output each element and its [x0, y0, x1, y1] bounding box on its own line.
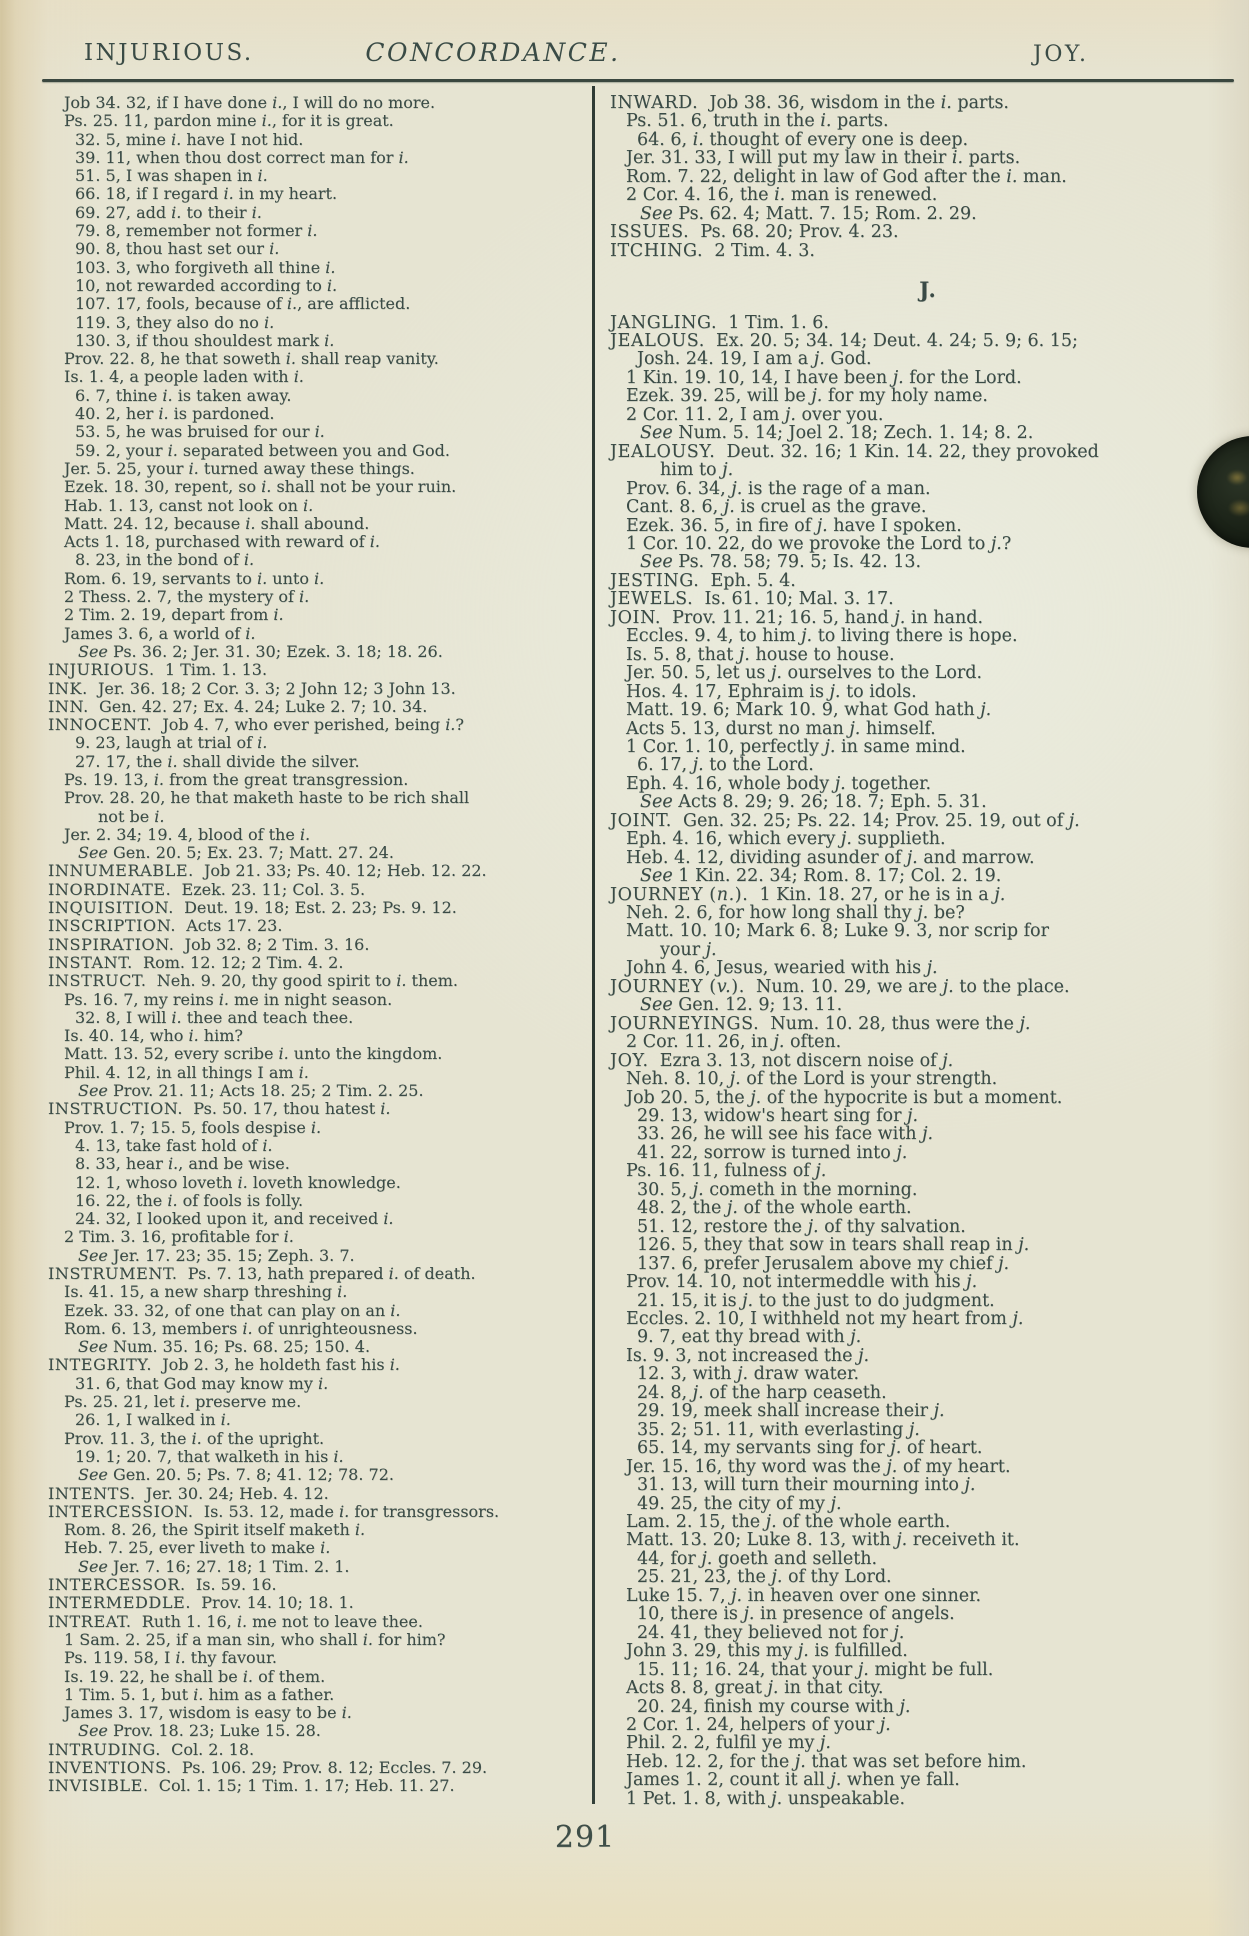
reference-line: 119. 3, they also do no i. — [75, 312, 275, 332]
entry-line: INTREAT. Ruth 1. 16, i. me not to leave thee. — [48, 1611, 423, 1631]
reference-line: Ps. 119. 58, I i. thy favour. — [64, 1648, 277, 1668]
reference-line: Is. 40. 14, who i. him? — [64, 1026, 243, 1046]
entry-keyword: JOY. — [610, 1050, 649, 1071]
reference-line: 9. 23, laugh at trial of i. — [75, 733, 268, 753]
reference-line: Is. 19. 22, he shall be i. of them. — [64, 1666, 326, 1686]
entry-keyword: INTERMEDDLE. — [48, 1593, 192, 1613]
entry-keyword: INSTRUCTION. — [48, 1099, 184, 1119]
entry-line: JEWELS. Is. 61. 10; Mal. 3. 17. — [610, 589, 894, 610]
entry-keyword: INSTRUMENT. — [48, 1264, 178, 1283]
reference-line: Neh. 8. 10, j. of the Lord is your strength. — [626, 1069, 998, 1090]
reference-line: 2 Tim. 2. 19, depart from i. — [64, 605, 284, 625]
entry-keyword: JESTING. — [610, 570, 700, 591]
reference-line: Hab. 1. 13, canst not look on i. — [64, 495, 314, 515]
reference-line: 2 Cor. 1. 24, helpers of your j. — [626, 1714, 891, 1735]
see-cross-reference-label: See — [640, 423, 673, 444]
reference-line: See Ps. 36. 2; Jer. 31. 30; Ezek. 3. 18; 18. 26. — [78, 641, 443, 661]
entry-line: JEALOUS. Ex. 20. 5; 34. 14; Deut. 4. 24; 5. 9; 6. 15; — [610, 330, 1078, 351]
see-cross-reference-label: See — [640, 995, 673, 1016]
entry-keyword: JOIN. — [610, 607, 662, 628]
entry-line: INSTRUCT. Neh. 9. 20, thy good spirit to i. them. — [48, 971, 458, 991]
entry-keyword: INTRUDING. — [48, 1739, 161, 1759]
entry-keyword: INSCRIPTION. — [48, 916, 177, 936]
reference-line: Ezek. 39. 25, will be j. for my holy name. — [626, 386, 988, 407]
reference-line: Is. 9. 3, not increased the j. — [626, 1345, 870, 1366]
reference-line: Rom. 7. 22, delight in law of God after the i. man. — [626, 166, 1067, 187]
reference-line: 35. 2; 51. 11, with everlasting j. — [637, 1419, 920, 1440]
reference-line: Prov. 1. 7; 15. 5, fools despise i. — [64, 1117, 322, 1137]
entry-keyword: JOINT. — [610, 810, 672, 831]
running-head-title: CONCORDANCE. — [365, 38, 621, 67]
reference-line: Matt. 13. 52, every scribe i. unto the kingdom. — [64, 1044, 443, 1064]
reference-line: See Num. 5. 14; Joel 2. 18; Zech. 1. 14; 8. 2. — [640, 423, 1034, 444]
entry-line: ISSUES. Ps. 68. 20; Prov. 4. 23. — [610, 222, 899, 243]
reference-line: Rom. 8. 26, the Spirit itself maketh i. — [64, 1520, 366, 1540]
reference-line: 29. 19, meek shall increase their j. — [637, 1401, 945, 1422]
reference-line: Prov. 6. 34, j. is the rage of a man. — [626, 478, 931, 499]
reference-line: 64. 6, i. thought of every one is deep. — [637, 129, 969, 150]
reference-line: 30. 5, j. cometh in the morning. — [637, 1179, 918, 1200]
entry-line: INWARD. Job 38. 36, wisdom in the i. parts. — [610, 93, 1009, 113]
entry-line: INNUMERABLE. Job 21. 33; Ps. 40. 12; Heb. 12. 22. — [48, 861, 487, 881]
entry-keyword: JEALOUSY. — [610, 441, 716, 462]
entry-line: JESTING. Eph. 5. 4. — [610, 570, 796, 591]
reference-line: 12. 3, with j. draw water. — [637, 1364, 860, 1385]
reference-line: John 4. 6, Jesus, wearied with his j. — [626, 958, 938, 979]
entry-line: INSTRUCTION. Ps. 50. 17, thou hatest i. — [48, 1099, 391, 1119]
reference-line: James 3. 6, a world of i. — [64, 623, 256, 643]
see-cross-reference-label: See — [78, 1337, 108, 1357]
reference-line: 66. 18, if I regard i. in my heart. — [75, 184, 338, 204]
reference-line: 31. 13, will turn their mourning into j. — [637, 1475, 976, 1496]
reference-line: 31. 6, that God may know my i. — [75, 1373, 329, 1393]
entry-line: INK. Jer. 36. 18; 2 Cor. 3. 3; 2 John 12; 3 John 13. — [48, 678, 456, 698]
reference-line: Phil. 4. 12, in all things I am i. — [64, 1062, 309, 1082]
reference-line: Is. 1. 4, a people laden with i. — [64, 367, 304, 387]
reference-line: 16. 22, the i. of fools is folly. — [75, 1190, 304, 1210]
reference-line: Heb. 7. 25, ever liveth to make i. — [64, 1538, 331, 1558]
reference-line: 20. 24, finish my course with j. — [637, 1696, 911, 1717]
reference-line: him to j. — [660, 460, 734, 481]
see-cross-reference-label: See — [78, 641, 108, 661]
reference-line: Josh. 24. 19, I am a j. God. — [637, 349, 872, 370]
reference-line: Ps. 25. 21, let i. preserve me. — [64, 1392, 302, 1412]
see-cross-reference-label: See — [78, 1465, 108, 1485]
reference-line: not be i. — [98, 806, 165, 826]
entry-line: INTERMEDDLE. Prov. 14. 10; 18. 1. — [48, 1593, 354, 1613]
reference-line: 6. 7, thine i. is taken away. — [75, 385, 292, 405]
reference-line: 41. 22, sorrow is turned into j. — [637, 1142, 908, 1163]
entry-keyword: INK. — [48, 678, 88, 698]
reference-line: Acts 8. 8, great j. in that city. — [626, 1678, 884, 1699]
entry-keyword: JOURNEY (v.). — [610, 976, 745, 997]
reference-line: 2 Thess. 2. 7, the mystery of i. — [64, 587, 310, 607]
reference-line: Luke 15. 7, j. in heaven over one sinner. — [626, 1585, 982, 1606]
entry-keyword: INTERCESSOR. — [48, 1575, 186, 1595]
reference-line: 8. 23, in the bond of i. — [75, 550, 255, 570]
right-column — [610, 94, 1246, 1808]
reference-line: Ezek. 18. 30, repent, so i. shall not be your ruin. — [64, 477, 457, 497]
reference-line: Ps. 25. 11, pardon mine i., for it is great. — [64, 111, 394, 131]
reference-line: 26. 1, I walked in i. — [75, 1410, 231, 1430]
entry-line: INTERCESSOR. Is. 59. 16. — [48, 1575, 277, 1595]
reference-line: Eccles. 2. 10, I withheld not my heart from j. — [626, 1309, 1024, 1329]
reference-line: 1 Pet. 1. 8, with j. unspeakable. — [626, 1788, 906, 1809]
entry-line: INJURIOUS. 1 Tim. 1. 13. — [48, 660, 268, 680]
reference-line: 2 Cor. 4. 16, the i. man is renewed. — [626, 185, 938, 206]
reference-line: James 3. 17, wisdom is easy to be i. — [64, 1703, 352, 1723]
reference-line: 44, for j. goeth and selleth. — [637, 1548, 878, 1569]
reference-line: Eph. 4. 16, which every j. supplieth. — [626, 829, 946, 850]
entry-keyword: JOURNEYINGS. — [610, 1013, 760, 1034]
reference-line: See Jer. 7. 16; 27. 18; 1 Tim. 2. 1. — [78, 1556, 350, 1576]
reference-line: Prov. 14. 10, not intermeddle with his j. — [626, 1272, 978, 1293]
entry-line: INVISIBLE. Col. 1. 15; 1 Tim. 1. 17; Heb. 11. 27. — [48, 1776, 455, 1796]
reference-line: 9. 7, eat thy bread with j. — [637, 1327, 862, 1348]
reference-line: Matt. 10. 10; Mark 6. 8; Luke 9. 3, nor scrip for — [626, 921, 1049, 942]
reference-line: 1 Cor. 10. 22, do we provoke the Lord to j.? — [626, 533, 1012, 554]
entry-line: JOURNEY (n.). 1 Kin. 18. 27, or he is in a j. — [610, 884, 1006, 905]
reference-line: 32. 8, I will i. thee and teach thee. — [75, 1007, 354, 1027]
reference-line: Rom. 6. 19, servants to i. unto i. — [64, 568, 325, 588]
entry-keyword: INSTANT. — [48, 952, 133, 972]
entry-keyword: ISSUES. — [610, 222, 690, 243]
entry-keyword: INWARD. — [610, 93, 699, 113]
left-column — [48, 94, 590, 1796]
reference-line: 1 Tim. 5. 1, but i. him as a father. — [64, 1684, 335, 1704]
entry-keyword: INVISIBLE. — [48, 1776, 149, 1796]
entry-keyword: INTREAT. — [48, 1611, 132, 1631]
see-cross-reference-label: See — [78, 1721, 108, 1741]
entry-line: INORDINATE. Ezek. 23. 11; Col. 3. 5. — [48, 879, 366, 899]
reference-line: 24. 41, they believed not for j. — [637, 1622, 905, 1643]
reference-line: Matt. 13. 20; Luke 8. 13, with j. receiveth it. — [626, 1530, 1020, 1551]
reference-line: 1 Kin. 19. 10, 14, I have been j. for the Lord. — [626, 367, 1022, 388]
reference-line: Jer. 5. 25, your i. turned away these things. — [64, 458, 415, 478]
reference-line: See Acts 8. 29; 9. 26; 18. 7; Eph. 5. 31. — [640, 792, 987, 813]
reference-line: Jer. 15. 16, thy word was the j. of my heart. — [626, 1456, 1011, 1477]
reference-line: Cant. 8. 6, j. is cruel as the grave. — [626, 497, 927, 518]
reference-line: 69. 27, add i. to their i. — [75, 202, 262, 222]
entry-keyword: JEALOUS. — [610, 330, 705, 351]
running-head-left: INJURIOUS. — [84, 40, 254, 66]
reference-line: See Jer. 17. 23; 35. 15; Zeph. 3. 7. — [78, 1245, 355, 1265]
entry-line: JOURNEY (v.). Num. 10. 29, we are j. to the place. — [610, 976, 1070, 997]
reference-line: 24. 32, I looked upon it, and received i. — [75, 1209, 394, 1229]
reference-line: Lam. 2. 15, the j. of the whole earth. — [626, 1511, 951, 1532]
running-head-right: JOY. — [1033, 42, 1089, 67]
reference-line: 65. 14, my servants sing for j. of heart. — [637, 1438, 983, 1459]
reference-line: See Prov. 18. 23; Luke 15. 28. — [78, 1721, 321, 1741]
reference-line: Neh. 2. 6, for how long shall thy j. be? — [626, 903, 965, 924]
entry-line: INSTANT. Rom. 12. 12; 2 Tim. 4. 2. — [48, 952, 344, 972]
reference-line: Matt. 24. 12, because i. shall abound. — [64, 513, 370, 533]
reference-line: 6. 17, j. to the Lord. — [637, 755, 814, 776]
reference-line: 10, not rewarded according to i. — [75, 275, 338, 295]
page-number: 291 — [554, 1820, 616, 1855]
reference-line: See Prov. 21. 11; Acts 18. 25; 2 Tim. 2. 25. — [78, 1081, 424, 1101]
entry-keyword: JOURNEY (n.). — [610, 884, 749, 905]
entry-line: INNOCENT. Job 4. 7, who ever perished, being i.? — [48, 715, 464, 735]
see-cross-reference-label: See — [640, 203, 673, 224]
reference-line: 51. 12, restore the j. of thy salvation. — [637, 1216, 966, 1237]
reference-line: 33. 26, he will see his face with j. — [637, 1124, 934, 1145]
see-cross-reference-label: See — [78, 843, 108, 863]
reference-line: Jer. 31. 33, I will put my law in their i. parts. — [626, 148, 1021, 169]
reference-line: 29. 13, widow's heart sing for j. — [637, 1106, 919, 1127]
reference-line: See Gen. 20. 5; Ps. 7. 8; 41. 12; 78. 72. — [78, 1465, 394, 1485]
entry-keyword: JANGLING. — [610, 312, 718, 333]
see-cross-reference-label: See — [78, 1556, 108, 1576]
reference-line: 1 Sam. 2. 25, if a man sin, who shall i. for him? — [64, 1629, 446, 1649]
entry-line: JOY. Ezra 3. 13, not discern noise of j. — [610, 1050, 954, 1071]
reference-line: 1 Cor. 1. 10, perfectly j. in same mind. — [626, 736, 966, 757]
reference-line: 49. 25, the city of my j. — [637, 1493, 842, 1514]
entry-line: ITCHING. 2 Tim. 4. 3. — [610, 240, 815, 261]
reference-line: Acts 5. 13, durst no man j. himself. — [626, 718, 936, 739]
entry-keyword: INNOCENT. — [48, 715, 153, 735]
reference-line: 107. 17, fools, because of i., are afflicted. — [75, 294, 411, 314]
entry-keyword: INTERCESSION. — [48, 1501, 194, 1521]
reference-line: 19. 1; 20. 7, that walketh in his i. — [75, 1446, 344, 1466]
reference-line: Rom. 6. 13, members i. of unrighteousness. — [64, 1318, 418, 1338]
see-cross-reference-label: See — [640, 866, 673, 887]
reference-line: Phil. 2. 2, fulfil ye my j. — [626, 1733, 831, 1754]
reference-line: Hos. 4. 17, Ephraim is j. to idols. — [626, 681, 917, 702]
see-cross-reference-label: See — [78, 1245, 108, 1265]
reference-line: Prov. 11. 3, the i. of the upright. — [64, 1428, 325, 1448]
reference-line: See Ps. 62. 4; Matt. 7. 15; Rom. 2. 29. — [640, 203, 977, 224]
entry-line: INSPIRATION. Job 32. 8; 2 Tim. 3. 16. — [48, 934, 370, 954]
reference-line: Prov. 28. 20, he that maketh haste to be rich shall — [64, 788, 470, 808]
reference-line: See Gen. 12. 9; 13. 11. — [640, 995, 843, 1016]
reference-line: 32. 5, mine i. have I not hid. — [75, 129, 304, 149]
reference-line: 21. 15, it is j. to the just to do judgment. — [637, 1290, 995, 1311]
entry-line: INSCRIPTION. Acts 17. 23. — [48, 916, 283, 936]
entry-line: JANGLING. 1 Tim. 1. 6. — [610, 312, 829, 333]
entry-keyword: INTEGRITY. — [48, 1355, 153, 1375]
reference-line: Eph. 4. 16, whole body j. together. — [626, 773, 932, 794]
entry-line: INTEGRITY. Job 2. 3, he holdeth fast his i. — [48, 1355, 400, 1375]
entry-keyword: JEWELS. — [610, 589, 694, 610]
see-cross-reference-label: See — [640, 792, 673, 813]
entry-keyword: INQUISITION. — [48, 898, 174, 918]
entry-keyword: INORDINATE. — [48, 879, 172, 899]
entry-line: INN. Gen. 42. 27; Ex. 4. 24; Luke 2. 7; 10. 34. — [48, 696, 428, 716]
reference-line: James 1. 2, count it all j. when ye fall. — [626, 1770, 960, 1791]
reference-line: 25. 21, 23, the j. of thy Lord. — [637, 1567, 892, 1588]
reference-line: Acts 1. 18, purchased with reward of i. — [64, 532, 380, 552]
entry-keyword: INVENTIONS. — [48, 1758, 172, 1778]
see-cross-reference-label: See — [640, 552, 673, 573]
reference-line: Jer. 50. 5, let us j. ourselves to the Lord. — [626, 663, 983, 684]
entry-line: INVENTIONS. Ps. 106. 29; Prov. 8. 12; Eccles. 7. 29. — [48, 1758, 488, 1778]
entry-line: JOURNEYINGS. Num. 10. 28, thus were the j. — [610, 1013, 1031, 1034]
reference-line: 137. 6, prefer Jerusalem above my chief j. — [637, 1253, 1010, 1274]
entry-keyword: INN. — [48, 696, 89, 716]
reference-line: See Num. 35. 16; Ps. 68. 25; 150. 4. — [78, 1337, 371, 1357]
reference-line: 126. 5, they that sow in tears shall reap in j. — [637, 1235, 1030, 1256]
entry-line: INSTRUMENT. Ps. 7. 13, hath prepared i. of death. — [48, 1264, 476, 1283]
reference-line: Heb. 12. 2, for the j. that was set before him. — [626, 1751, 1027, 1772]
reference-line: 2 Tim. 3. 16, profitable for i. — [64, 1227, 294, 1247]
reference-line: Job 34. 32, if I have done i., I will do no more. — [64, 93, 436, 112]
reference-line: See Gen. 20. 5; Ex. 23. 7; Matt. 27. 24. — [78, 843, 394, 863]
reference-line: Ps. 19. 13, i. from the great transgression. — [64, 769, 409, 789]
reference-line: 10, there is j. in presence of angels. — [637, 1604, 955, 1625]
entry-line: JEALOUSY. Deut. 32. 16; 1 Kin. 14. 22, they provoked — [610, 441, 1099, 462]
reference-line: your j. — [660, 939, 717, 960]
entry-keyword: INTENTS. — [48, 1483, 136, 1503]
entry-line: INTRUDING. Col. 2. 18. — [48, 1739, 255, 1759]
letter-section-heading: J. — [919, 277, 937, 303]
reference-line: Ezek. 36. 5, in fire of j. have I spoken. — [626, 515, 962, 536]
reference-line: 39. 11, when thou dost correct man for i. — [75, 147, 409, 167]
reference-line: John 3. 29, this my j. is fulfilled. — [626, 1641, 908, 1662]
reference-line: Ps. 51. 6, truth in the i. parts. — [626, 111, 889, 132]
reference-line: 12. 1, whoso loveth i. loveth knowledge. — [75, 1172, 401, 1192]
reference-line: Job 20. 5, the j. of the hypocrite is but a moment. — [626, 1087, 1063, 1108]
entry-keyword: ITCHING. — [610, 240, 704, 261]
reference-line: Is. 5. 8, that j. house to house. — [626, 644, 895, 665]
entry-keyword: INNUMERABLE. — [48, 861, 194, 881]
reference-line: 103. 3, who forgiveth all thine i. — [75, 257, 336, 277]
reference-line: 53. 5, he was bruised for our i. — [75, 422, 325, 442]
reference-line: Ps. 16. 7, my reins i. me in night season. — [64, 989, 393, 1009]
reference-line: Matt. 19. 6; Mark 10. 9, what God hath j. — [626, 700, 992, 721]
reference-line: 27. 17, the i. shall divide the silver. — [75, 751, 360, 771]
reference-line: 2 Cor. 11. 26, in j. often. — [626, 1032, 842, 1053]
reference-line: 15. 11; 16. 24, that your j. might be full. — [637, 1659, 994, 1680]
reference-line: See Ps. 78. 58; 79. 5; Is. 42. 13. — [640, 552, 922, 573]
reference-line: 48. 2, the j. of the whole earth. — [637, 1198, 912, 1219]
reference-line: 90. 8, thou hast set our i. — [75, 239, 280, 259]
reference-line: Jer. 2. 34; 19. 4, blood of the i. — [64, 824, 311, 844]
header-rule — [42, 79, 1234, 82]
entry-line: JOINT. Gen. 32. 25; Ps. 22. 14; Prov. 25. 19, out of j. — [610, 810, 1080, 831]
reference-line: Ezek. 33. 32, of one that can play on an i. — [64, 1300, 401, 1320]
reference-line: Ps. 16. 11, fulness of j. — [626, 1161, 827, 1182]
entry-line: INTERCESSION. Is. 53. 12, made i. for transgressors. — [48, 1501, 500, 1521]
reference-line: Is. 41. 15, a new sharp threshing i. — [64, 1282, 348, 1302]
reference-line: Heb. 4. 12, dividing asunder of j. and marrow. — [626, 847, 1035, 868]
entry-line: INQUISITION. Deut. 19. 18; Est. 2. 23; Ps. 9. 12. — [48, 898, 457, 918]
entry-line: JOIN. Prov. 11. 21; 16. 5, hand j. in hand. — [610, 607, 984, 628]
reference-line: 8. 33, hear i., and be wise. — [75, 1154, 290, 1174]
reference-line: 24. 8, j. of the harp ceaseth. — [637, 1382, 887, 1403]
reference-line: 51. 5, I was shapen in i. — [75, 166, 268, 186]
reference-line: 79. 8, remember not former i. — [75, 221, 318, 241]
reference-line: Eccles. 9. 4, to him j. to living there is hope. — [626, 626, 1018, 647]
entry-keyword: INSPIRATION. — [48, 934, 175, 954]
reference-line: 4. 13, take fast hold of i. — [75, 1135, 273, 1155]
reference-line: Prov. 22. 8, he that soweth i. shall reap vanity. — [64, 349, 439, 369]
entry-keyword: INSTRUCT. — [48, 971, 147, 991]
reference-line: 40. 2, her i. is pardoned. — [75, 404, 275, 424]
reference-line: 59. 2, your i. separated between you and God. — [75, 440, 450, 460]
column-divider-rule — [592, 86, 595, 1804]
entry-line: INTENTS. Jer. 30. 24; Heb. 4. 12. — [48, 1483, 329, 1503]
see-cross-reference-label: See — [78, 1081, 108, 1101]
reference-line: 130. 3, if thou shouldest mark i. — [75, 330, 335, 350]
entry-keyword: INJURIOUS. — [48, 660, 155, 680]
reference-line: 2 Cor. 11. 2, I am j. over you. — [626, 404, 884, 425]
reference-line: See 1 Kin. 22. 34; Rom. 8. 17; Col. 2. 19. — [640, 866, 1002, 887]
